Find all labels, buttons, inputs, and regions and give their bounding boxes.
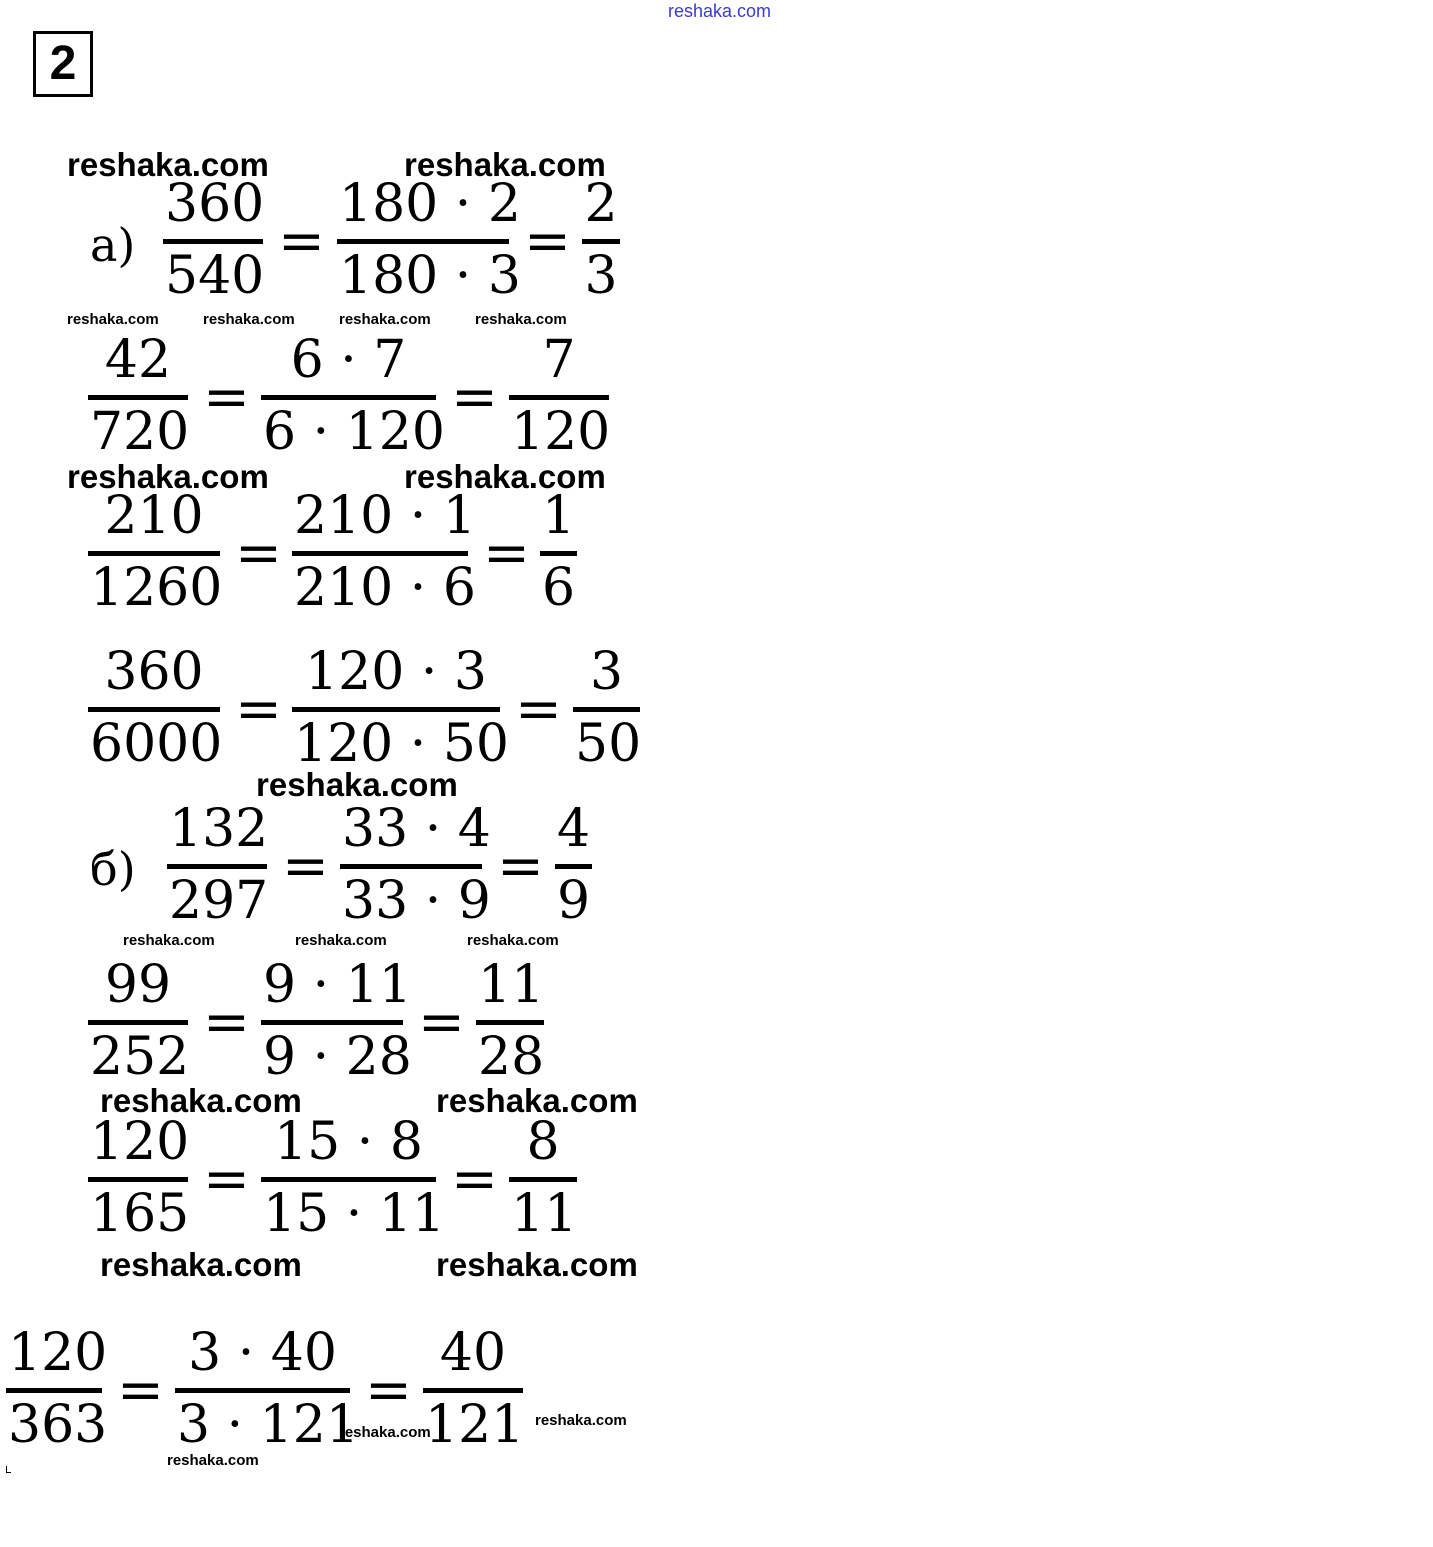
watermark: reshaka.com xyxy=(404,146,606,183)
watermark: reshaka.com xyxy=(123,932,215,949)
numerator: 99 xyxy=(104,955,172,1015)
part-label-b: б) xyxy=(90,842,136,896)
fraction-bar xyxy=(582,239,620,244)
watermark: reshaka.com xyxy=(256,766,458,803)
numerator: 33 · 4 xyxy=(342,799,491,859)
equals-sign: = xyxy=(282,834,329,899)
numerator: 360 xyxy=(165,174,265,234)
watermark: reshaka.com xyxy=(167,1452,259,1469)
denominator: 9 xyxy=(557,871,591,931)
watermark: reshaka.com xyxy=(535,1412,627,1429)
numerator: 210 xyxy=(104,486,204,546)
numerator: 42 xyxy=(104,330,172,390)
equals-sign: = xyxy=(418,990,465,1055)
fraction xyxy=(292,486,476,618)
watermark: reshaka.com xyxy=(295,932,387,949)
numerator: 210 · 1 xyxy=(294,486,476,546)
equals-sign: = xyxy=(235,677,282,742)
equals-sign: = xyxy=(515,677,562,742)
watermark: reshaka.com xyxy=(100,1246,302,1283)
fraction-bar xyxy=(163,239,263,244)
fraction xyxy=(509,1112,578,1244)
fraction xyxy=(582,174,620,306)
denominator: 1260 xyxy=(90,558,223,618)
fraction xyxy=(540,486,577,618)
numerator: 8 xyxy=(526,1112,560,1172)
denominator: 540 xyxy=(165,246,265,306)
denominator: 720 xyxy=(90,402,190,462)
fraction xyxy=(261,330,445,462)
denominator: 120 xyxy=(511,402,611,462)
denominator: 33 · 9 xyxy=(342,871,491,931)
watermark: reshaka.com xyxy=(436,1082,638,1119)
denominator: 50 xyxy=(575,714,642,774)
fraction xyxy=(340,799,491,931)
part-label-a: а) xyxy=(90,218,136,272)
numerator: 4 xyxy=(557,799,591,859)
watermark: reshaka.com xyxy=(475,311,567,328)
fraction xyxy=(476,955,545,1087)
watermark-top: reshaka.com xyxy=(668,1,772,21)
fraction-bar xyxy=(261,395,436,400)
fraction xyxy=(88,1112,190,1244)
fraction-bar xyxy=(573,707,640,712)
denominator: 3 xyxy=(584,246,618,306)
watermark: reshaka.com xyxy=(404,458,606,495)
fraction-bar xyxy=(88,1020,188,1025)
fraction-bar xyxy=(88,707,220,712)
fraction xyxy=(88,955,190,1087)
watermark: reshaka.com xyxy=(203,311,295,328)
fraction xyxy=(6,1323,108,1455)
fraction-bar xyxy=(340,864,482,869)
numerator: 3 · 40 xyxy=(188,1323,337,1383)
numerator: 120 xyxy=(90,1112,190,1172)
numerator: 7 xyxy=(542,330,576,390)
denominator: 210 · 6 xyxy=(294,558,476,618)
denominator: 9 · 28 xyxy=(263,1027,412,1087)
numerator: 120 · 3 xyxy=(305,642,487,702)
denominator: 28 xyxy=(478,1027,545,1087)
denominator: 180 · 3 xyxy=(339,246,521,306)
fraction-bar xyxy=(509,395,609,400)
fraction-bar xyxy=(509,1177,577,1182)
numerator: 2 xyxy=(584,174,618,234)
fraction-bar xyxy=(555,864,592,869)
fraction-bar xyxy=(423,1388,523,1393)
equals-sign: = xyxy=(524,209,571,274)
fraction-bar xyxy=(175,1388,350,1393)
fraction-bar xyxy=(6,1388,102,1393)
equals-sign: = xyxy=(278,209,325,274)
fraction xyxy=(163,174,265,306)
task-number: 2 xyxy=(33,31,93,97)
equals-sign: = xyxy=(451,1147,498,1212)
watermark: reshaka.com xyxy=(67,458,269,495)
numerator: 1 xyxy=(542,486,576,546)
fraction xyxy=(88,486,223,618)
fraction xyxy=(167,799,269,931)
denominator: 3 · 121 xyxy=(177,1395,359,1455)
fraction xyxy=(261,1112,445,1244)
equals-sign: = xyxy=(203,1147,250,1212)
denominator: 165 xyxy=(90,1184,190,1244)
watermark: reshaka.com xyxy=(467,932,559,949)
fraction xyxy=(261,955,412,1087)
fraction-bar xyxy=(292,551,468,556)
equals-sign: = xyxy=(235,521,282,586)
numerator: 9 · 11 xyxy=(263,955,412,1015)
corner-mark xyxy=(6,1466,11,1473)
watermark: reshaka.com xyxy=(67,311,159,328)
fraction-bar xyxy=(167,864,267,869)
numerator: 180 · 2 xyxy=(339,174,521,234)
denominator: 252 xyxy=(90,1027,190,1087)
fraction xyxy=(175,1323,359,1455)
denominator: 120 · 50 xyxy=(294,714,510,774)
fraction xyxy=(337,174,521,306)
denominator: 6 xyxy=(542,558,576,618)
fraction xyxy=(555,799,592,931)
denominator: 297 xyxy=(169,871,269,931)
fraction-bar xyxy=(540,551,577,556)
equals-sign: = xyxy=(365,1358,412,1423)
fraction-bar xyxy=(292,707,500,712)
denominator: 6000 xyxy=(90,714,223,774)
watermark: reshaka.com xyxy=(67,146,269,183)
fraction-bar xyxy=(88,395,188,400)
equals-sign: = xyxy=(497,834,544,899)
equals-sign: = xyxy=(483,521,530,586)
numerator: 360 xyxy=(104,642,204,702)
fraction-bar xyxy=(476,1020,544,1025)
numerator: 6 · 7 xyxy=(290,330,407,390)
watermark: reshaka.com xyxy=(100,1082,302,1119)
fraction xyxy=(509,330,611,462)
fraction xyxy=(88,642,223,774)
fraction xyxy=(88,330,190,462)
numerator: 3 xyxy=(589,642,624,702)
numerator: 120 xyxy=(8,1323,108,1383)
denominator: 363 xyxy=(8,1395,108,1455)
numerator: 40 xyxy=(439,1323,507,1383)
fraction xyxy=(573,642,642,774)
watermark: reshaka.com xyxy=(339,1424,431,1441)
fraction-bar xyxy=(261,1020,403,1025)
watermark: reshaka.com xyxy=(339,311,431,328)
numerator: 15 · 8 xyxy=(274,1112,423,1172)
equals-sign: = xyxy=(117,1358,164,1423)
fraction-bar xyxy=(88,1177,188,1182)
denominator: 15 · 11 xyxy=(263,1184,445,1244)
equals-sign: = xyxy=(451,365,498,430)
equals-sign: = xyxy=(203,990,250,1055)
watermark: reshaka.com xyxy=(436,1246,638,1283)
denominator: 6 · 120 xyxy=(263,402,445,462)
denominator: 121 xyxy=(425,1395,525,1455)
fraction-bar xyxy=(261,1177,436,1182)
numerator: 132 xyxy=(169,799,269,859)
fraction-bar xyxy=(88,551,220,556)
fraction xyxy=(292,642,510,774)
denominator: 11 xyxy=(511,1184,578,1244)
equals-sign: = xyxy=(203,365,250,430)
numerator: 11 xyxy=(478,955,545,1015)
fraction xyxy=(423,1323,525,1455)
fraction-bar xyxy=(337,239,509,244)
